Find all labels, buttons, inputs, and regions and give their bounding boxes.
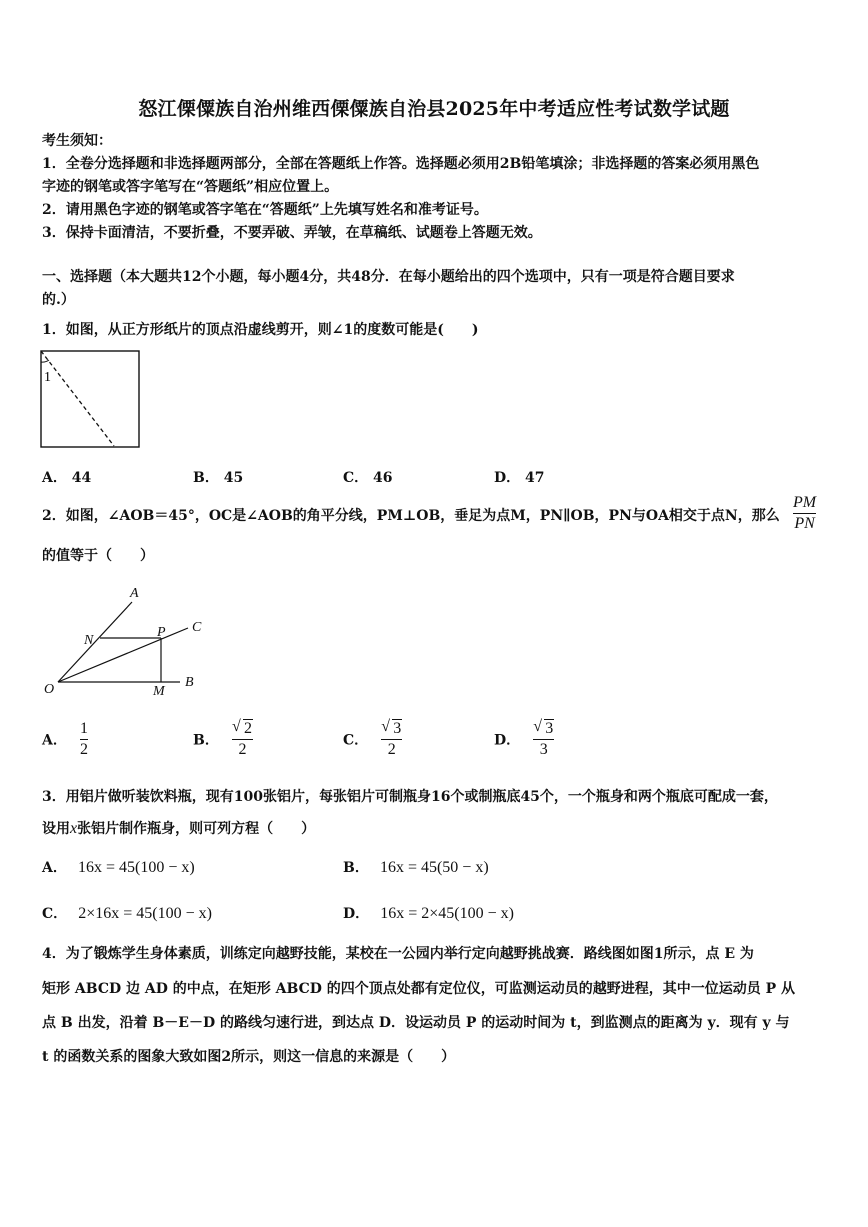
q3-option-a[interactable] (42, 857, 195, 877)
ray-OA (58, 602, 132, 682)
q2-option-c[interactable] (343, 720, 402, 759)
fraction-denominator: 2 (387, 741, 396, 758)
q1-option-c[interactable] (343, 467, 393, 487)
q2-option-b[interactable] (193, 720, 253, 759)
variable-x: x (70, 820, 78, 837)
notice-item: 2．请用黑色字迹的钢笔或答字笔在“答题纸”上先填写姓名和准考证号。 (42, 202, 488, 218)
option-label: C． (343, 732, 369, 749)
question-1-stem: 1．如图，从正方形纸片的顶点沿虚线剪开，则∠1的度数可能是( ) (42, 322, 479, 338)
option-value: 44 (71, 470, 92, 486)
option-label: B． (193, 732, 219, 749)
option-label: D． (494, 732, 521, 749)
q2-option-d[interactable] (494, 720, 554, 759)
question-2-stem-cont: 的值等于（ ） (42, 548, 154, 564)
angle-1-label: 1 (44, 370, 51, 385)
section-heading-cont: 的.） (42, 292, 75, 308)
option-equation: 16x = 45(100 − x) (77, 859, 195, 876)
option-value: 46 (373, 470, 393, 486)
fraction-numerator: 1 (79, 720, 88, 737)
question-4-stem-cont: 矩形 ABCD 边 AD 的中点，在矩形 ABCD 的四个顶点处都有定位仪，可监测运动员的越野进程，其中一位运动员 P 从 (42, 981, 795, 997)
ray-OC (58, 628, 188, 682)
stem-text: 设用 (42, 821, 70, 837)
dashed-cut-line (41, 351, 114, 446)
point-A-label: A (130, 586, 139, 601)
point-C-label: C (192, 620, 202, 635)
point-P-label: P (157, 625, 166, 640)
question-4-stem-cont: 点 B 出发，沿着 B－E－D 的路线匀速行进，到达点 D．设运动员 P 的运动时间为 t，到监测点的距离为 y．现有 y 与 (42, 1015, 790, 1031)
question-2-stem: 2．如图，∠AOB＝45°，OC是∠AOB的角平分线，PM⊥OB，垂足为点M，PN∥OB，PN与OA相交于点N，那么 (42, 508, 780, 524)
notice-heading: 考生须知： (42, 133, 112, 149)
option-label: D． (343, 906, 370, 922)
option-equation: 16x = 2×45(100 − x) (380, 905, 514, 922)
option-label: B． (343, 860, 369, 876)
radical-sign: √ (231, 718, 241, 735)
stem-text: 张铝片制作瓶身，则可列方程（ ） (77, 821, 316, 837)
option-label: B． (193, 470, 219, 486)
fraction-numerator: PM (793, 494, 817, 511)
q2-option-a[interactable] (42, 720, 88, 759)
option-label: A． (42, 732, 67, 749)
section-heading: 一、选择题（本大题共12个小题，每小题4分，共48分．在每小题给出的四个选项中，只有一项是符合题目要求 (42, 269, 735, 285)
question-4-stem-cont: t 的函数关系的图象大致如图2所示，则这一信息的来源是（ ） (42, 1049, 456, 1065)
radical-sign: √ (533, 718, 543, 735)
question-3-stem-cont (42, 819, 315, 839)
q1-option-b[interactable] (193, 467, 243, 487)
point-B-label: B (185, 675, 194, 690)
fraction-numerator: 3 (545, 720, 554, 737)
option-value: 47 (525, 470, 545, 486)
option-label: C． (42, 906, 68, 922)
point-M-label: M (153, 684, 165, 699)
option-label: A． (42, 470, 67, 486)
q2-angle-figure (40, 580, 220, 700)
notice-item: 字迹的钢笔或答字笔写在“答题纸”相应位置上。 (42, 179, 339, 195)
fraction-denominator: 2 (238, 741, 247, 758)
notice-item: 1．全卷分选择题和非选择题两部分，全部在答题纸上作答。选择题必须用2B铅笔填涂；非选择题的答案必须用黑色 (42, 156, 760, 172)
q2-fraction (793, 494, 816, 533)
fraction-denominator: 2 (79, 741, 88, 758)
point-N-label: N (84, 633, 94, 648)
option-equation: 16x = 45(50 − x) (379, 859, 489, 876)
option-equation: 2×16x = 45(100 − x) (78, 905, 212, 922)
option-label: C． (343, 470, 369, 486)
option-label: D． (494, 470, 521, 486)
q1-option-d[interactable] (494, 467, 545, 487)
question-3-stem: 3．用铝片做听装饮料瓶，现有100张铝片，每张铝片可制瓶身16个或制瓶底45个，一个瓶身和两个瓶底可配成一套， (42, 789, 778, 805)
point-O-label: O (44, 682, 55, 697)
square-outline (41, 351, 139, 447)
q3-option-c[interactable] (42, 903, 212, 923)
q1-square-figure (38, 348, 142, 450)
option-label: A． (42, 860, 67, 876)
fraction-denominator: 3 (539, 741, 548, 758)
fraction-numerator: 3 (393, 720, 402, 737)
q3-option-d[interactable] (343, 903, 514, 923)
radical-sign: √ (381, 718, 391, 735)
angle-1-arc (41, 360, 49, 362)
fraction-denominator: PN (794, 515, 815, 532)
q3-option-b[interactable] (343, 857, 489, 877)
q1-option-a[interactable] (42, 467, 91, 487)
page-title: 怒江傈僳族自治州维西傈僳族自治县2025年中考适应性考试数学试题 (138, 98, 730, 120)
question-4-stem: 4．为了锻炼学生身体素质，训练定向越野技能，某校在一公园内举行定向越野挑战赛．路线图如图1所示，点 E 为 (42, 946, 754, 962)
notice-item: 3．保持卡面清洁，不要折叠，不要弄破、弄皱，在草稿纸、试题卷上答题无效。 (42, 225, 542, 241)
fraction-numerator: 2 (243, 720, 252, 737)
option-value: 45 (223, 470, 244, 486)
